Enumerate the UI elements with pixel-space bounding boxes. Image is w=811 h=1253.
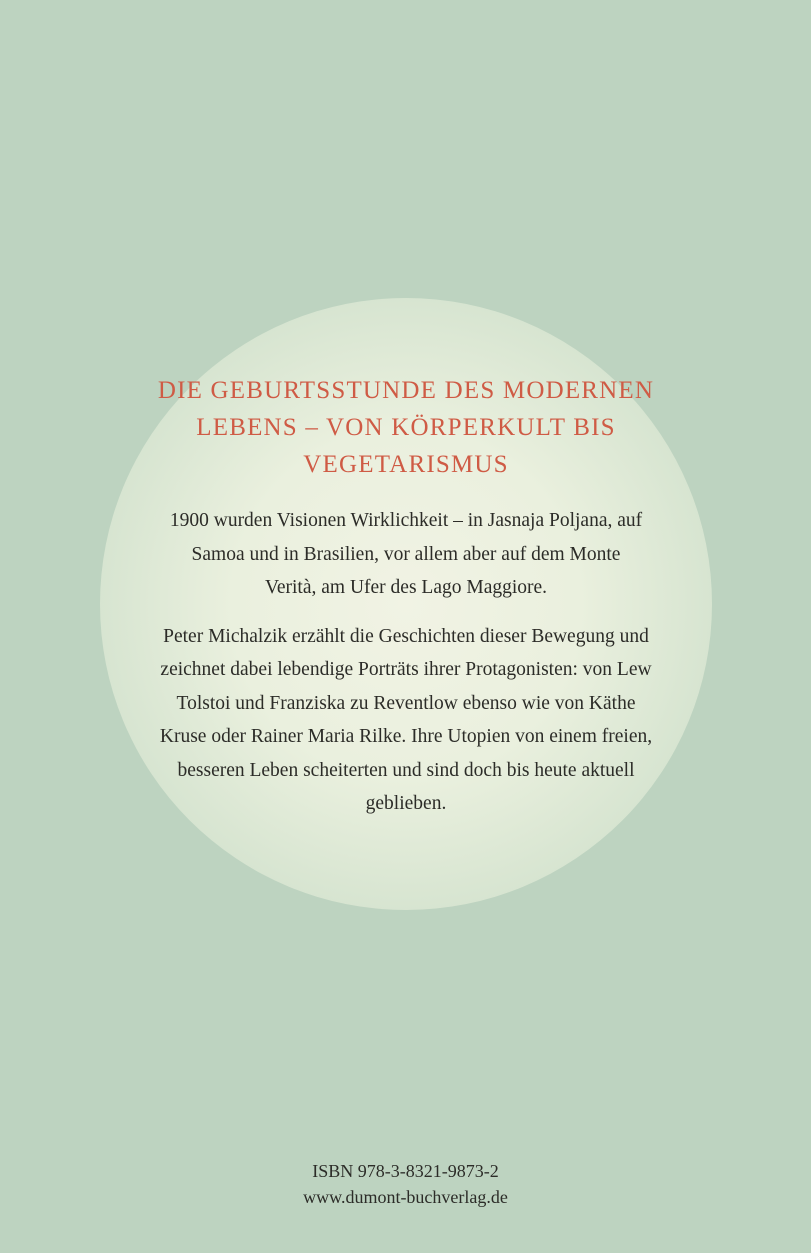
blurb-block (100, 372, 712, 821)
headline: DIE GEBURTSSTUNDE DES MODERNEN LEBENS – VON KÖRPERKULT BIS VEGETARISMUS (157, 377, 655, 478)
blurb-paragraph-2: Peter Michalzik erzählt die Geschichten dieser Bewegung und zeichnet dabei lebendige Porträts ihrer Protagonisten: von Lew Tolstoi und Franziska zu Reventlow ebenso wie von Käthe Kruse oder Rainer Maria Rilke. Ihre Utopien von einem freien, besseren Leben scheiterten und sind doch bis heute aktuell geblieben. (159, 625, 653, 814)
isbn-text: ISBN 978-3-8321-9873-2 (312, 1161, 499, 1181)
publisher-info (0, 1158, 811, 1210)
blurb-paragraph-1: 1900 wurden Visionen Wirklichkeit – in Jasnaja Poljana, auf Samoa und in Brasilien, vor allem aber auf dem Monte Verità, am Ufer des Lago Maggiore. (169, 510, 643, 598)
publisher-website: www.dumont-buchverlag.de (303, 1187, 508, 1207)
